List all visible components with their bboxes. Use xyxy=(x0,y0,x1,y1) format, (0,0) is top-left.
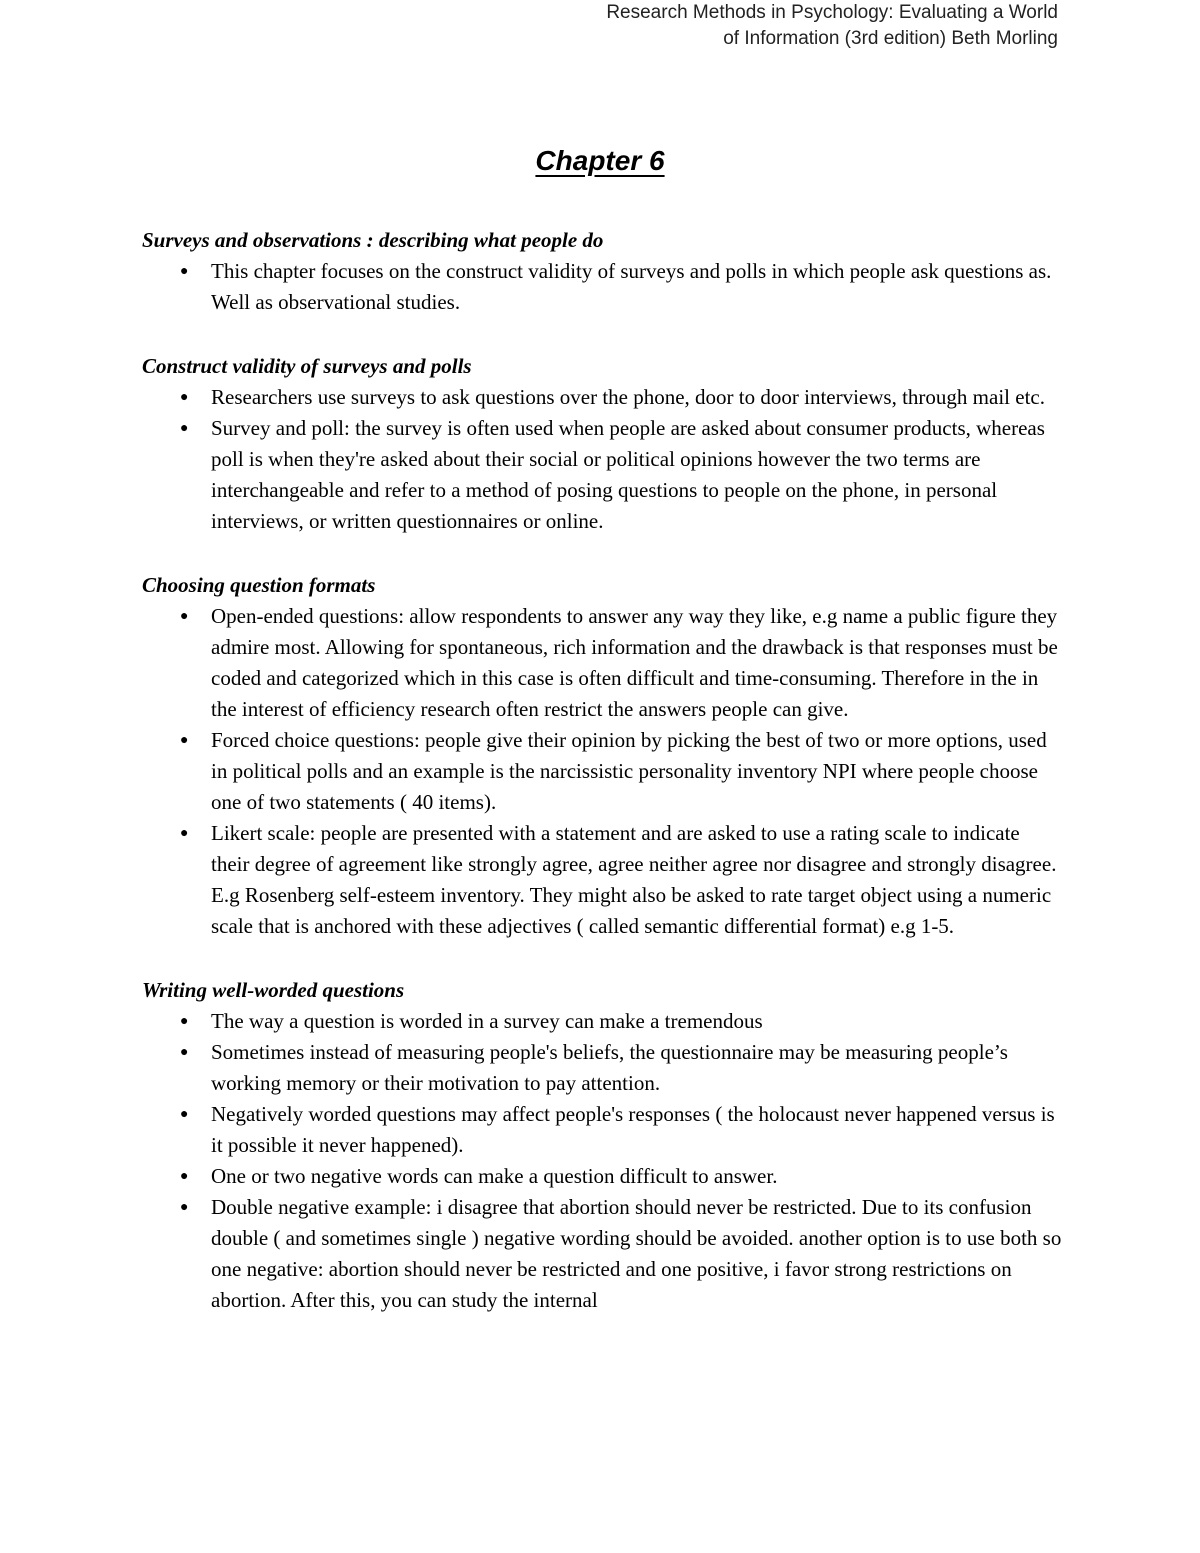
bullet-icon: ● xyxy=(180,609,189,624)
list-item-text: One or two negative words can make a question difficult to answer. xyxy=(211,1164,778,1188)
list-item xyxy=(142,601,1062,725)
section-heading: Writing well-worded questions xyxy=(142,978,405,1002)
bullet-list xyxy=(142,256,1062,318)
running-header xyxy=(606,0,1058,52)
list-item xyxy=(142,413,1062,537)
list-item-text: Double negative example: i disagree that abortion should never be restricted. Due to its confusion double ( and sometimes single ) negative wording should be avoided. another option is to use both so one negative: abortion should never be restricted and one positive, i favor strong restrictions on abortion. After this, you can study the internal xyxy=(211,1195,1062,1312)
section-well-worded-questions xyxy=(142,975,1062,1316)
list-item xyxy=(142,818,1062,942)
bullet-icon: ● xyxy=(180,1014,189,1029)
section-question-formats xyxy=(142,570,1062,942)
list-item-text: Researchers use surveys to ask questions over the phone, door to door interviews, through mail etc. xyxy=(211,385,1045,409)
bullet-icon: ● xyxy=(180,264,189,279)
list-item-text: This chapter focuses on the construct validity of surveys and polls in which people ask questions as. Well as observational studies. xyxy=(211,259,1052,314)
section-heading: Construct validity of surveys and polls xyxy=(142,354,472,378)
list-item xyxy=(142,1192,1062,1316)
list-item-text: The way a question is worded in a survey can make a tremendous xyxy=(211,1009,763,1033)
list-item-text: Survey and poll: the survey is often used when people are asked about consumer products, whereas poll is when they're asked about their social or political opinions however the two terms are interchangeable and refer to a method of posing questions to people on the phone, in personal interviews, or written questionnaires or online. xyxy=(211,416,1045,533)
list-item-text: Negatively worded questions may affect people's responses ( the holocaust never happened versus is it possible it never happened). xyxy=(211,1102,1055,1157)
list-item xyxy=(142,256,1062,318)
bullet-icon: ● xyxy=(180,1169,189,1184)
bullet-icon: ● xyxy=(180,421,189,436)
section-surveys-observations xyxy=(142,225,1062,318)
section-construct-validity xyxy=(142,351,1062,537)
header-line-2: of Information (3rd edition) Beth Morling xyxy=(723,28,1058,49)
list-item-text: Sometimes instead of measuring people's beliefs, the questionnaire may be measuring people’s working memory or their motivation to pay attention. xyxy=(211,1040,1008,1095)
list-item xyxy=(142,1006,1062,1037)
list-item-text: Open-ended questions: allow respondents to answer any way they like, e.g name a public figure they admire most. Allowing for spontaneous, rich information and the drawback is that responses must be coded and categorized which in this case is often difficult and time-consuming. Therefore in the in the interest of efficiency research often restrict the answers people can give. xyxy=(211,604,1058,721)
section-heading: Surveys and observations : describing what people do xyxy=(142,228,604,252)
list-item xyxy=(142,1099,1062,1161)
bullet-icon: ● xyxy=(180,733,189,748)
bullet-icon: ● xyxy=(180,390,189,405)
chapter-title: Chapter 6 xyxy=(535,145,665,176)
bullet-list xyxy=(142,382,1062,537)
bullet-icon: ● xyxy=(180,826,189,841)
document-body xyxy=(142,225,1062,1349)
section-heading: Choosing question formats xyxy=(142,573,376,597)
header-line-1: Research Methods in Psychology: Evaluating a World xyxy=(606,2,1058,23)
list-item xyxy=(142,1161,1062,1192)
bullet-list xyxy=(142,601,1062,942)
bullet-list xyxy=(142,1006,1062,1316)
bullet-icon: ● xyxy=(180,1200,189,1215)
bullet-icon: ● xyxy=(180,1107,189,1122)
list-item xyxy=(142,382,1062,413)
list-item-text: Likert scale: people are presented with a statement and are asked to use a rating scale to indicate their degree of agreement like strongly agree, agree neither agree nor disagree and strongly disagree. E.g Rosenberg self-esteem inventory. They might also be asked to rate target object using a numeric scale that is anchored with these adjectives ( called semantic differential format) e.g 1-5. xyxy=(211,821,1057,938)
list-item-text: Forced choice questions: people give their opinion by picking the best of two or more options, used in political polls and an example is the narcissistic personality inventory NPI where people choose one of two statements ( 40 items). xyxy=(211,728,1047,814)
list-item xyxy=(142,1037,1062,1099)
bullet-icon: ● xyxy=(180,1045,189,1060)
list-item xyxy=(142,725,1062,818)
